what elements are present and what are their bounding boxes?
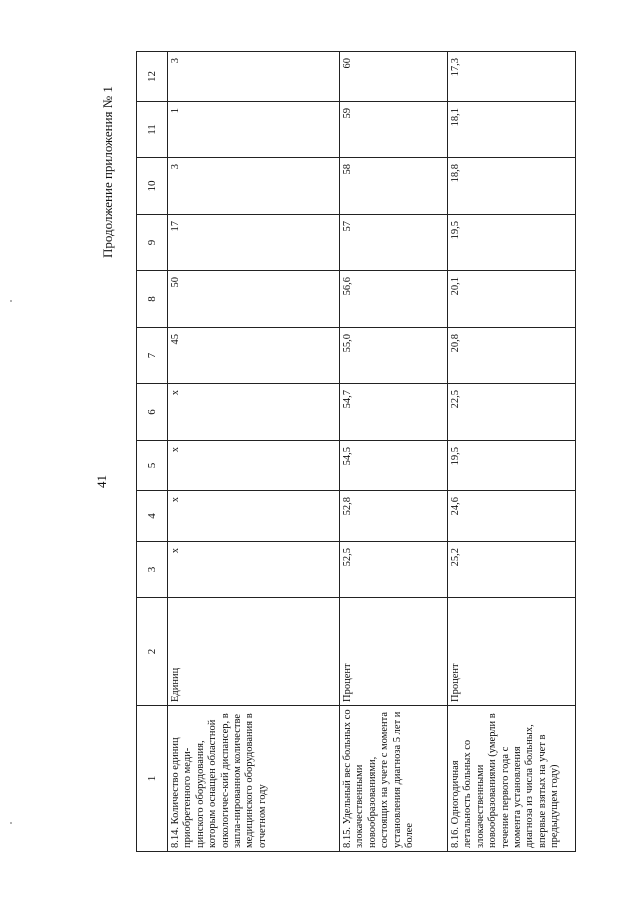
scan-speck (10, 822, 12, 824)
table-row-8-16 (448, 52, 576, 852)
column-header: 9 (137, 215, 168, 271)
column-header: 4 (137, 491, 168, 542)
column-header: 1 (137, 706, 168, 852)
value-cell: 1 (168, 102, 340, 158)
value-cell: 19,5 (448, 441, 576, 491)
column-header: 2 (137, 598, 168, 706)
value-cell: 57 (340, 215, 448, 271)
value-cell: 50 (168, 271, 340, 328)
value-cell: 52,8 (340, 491, 448, 542)
column-header: 3 (137, 542, 168, 598)
value-cell: 55,0 (340, 328, 448, 384)
page-number: 41 (94, 475, 109, 488)
scan-speck (10, 300, 12, 302)
unit-cell: Процент (448, 598, 576, 706)
value-cell: 58 (340, 158, 448, 215)
column-header: 7 (137, 328, 168, 384)
value-cell: 45 (168, 328, 340, 384)
value-cell: 17,3 (448, 52, 576, 102)
value-cell: 17 (168, 215, 340, 271)
value-cell: 22,5 (448, 384, 576, 441)
value-cell: 54,5 (340, 441, 448, 491)
value-cell: 19,5 (448, 215, 576, 271)
value-cell: 18,1 (448, 102, 576, 158)
table-row-8-14 (168, 52, 340, 852)
value-cell: x (168, 384, 340, 441)
value-cell: 56,6 (340, 271, 448, 328)
table-row-8-15 (340, 52, 448, 852)
value-cell: 25,2 (448, 542, 576, 598)
column-header: 11 (137, 102, 168, 158)
column-header: 6 (137, 384, 168, 441)
value-cell: 3 (168, 52, 340, 102)
column-header: 5 (137, 441, 168, 491)
value-cell: 18,8 (448, 158, 576, 215)
value-cell: 52,5 (340, 542, 448, 598)
value-cell: 54,7 (340, 384, 448, 441)
value-cell: 60 (340, 52, 448, 102)
column-header: 8 (137, 271, 168, 328)
value-cell: x (168, 491, 340, 542)
indicator-description: 8.16. Одногодичная летальность больных со злокачественными новообразованиями (умерли в течение первого года с момента установления диагноза из числа больных, впервые взятых на учет в предыдущем году) (448, 706, 576, 852)
value-cell: x (168, 542, 340, 598)
indicator-table (136, 51, 576, 852)
value-cell: x (168, 441, 340, 491)
indicator-description: 8.14. Количество единиц приобретенного меди-цинского оборудования, которым оснащен областной онкологичес-кий диспансер, в запла-нированном количестве медицинского оборудования в отчетном году (168, 706, 340, 852)
header-row (137, 52, 168, 852)
unit-cell: Процент (340, 598, 448, 706)
appendix-label: Продолжение приложения № 1 (100, 86, 115, 258)
column-header: 10 (137, 158, 168, 215)
column-header: 12 (137, 52, 168, 102)
value-cell: 59 (340, 102, 448, 158)
value-cell: 20,1 (448, 271, 576, 328)
unit-cell: Единиц (168, 598, 340, 706)
indicator-description: 8.15. Удельный вес больных со злокачественными новообразованиями, состоящих на учете с момента установления диагноза 5 лет и более (340, 706, 448, 852)
value-cell: 20,8 (448, 328, 576, 384)
indicator-table-wrapper (136, 52, 576, 852)
value-cell: 24,6 (448, 491, 576, 542)
value-cell: 3 (168, 158, 340, 215)
